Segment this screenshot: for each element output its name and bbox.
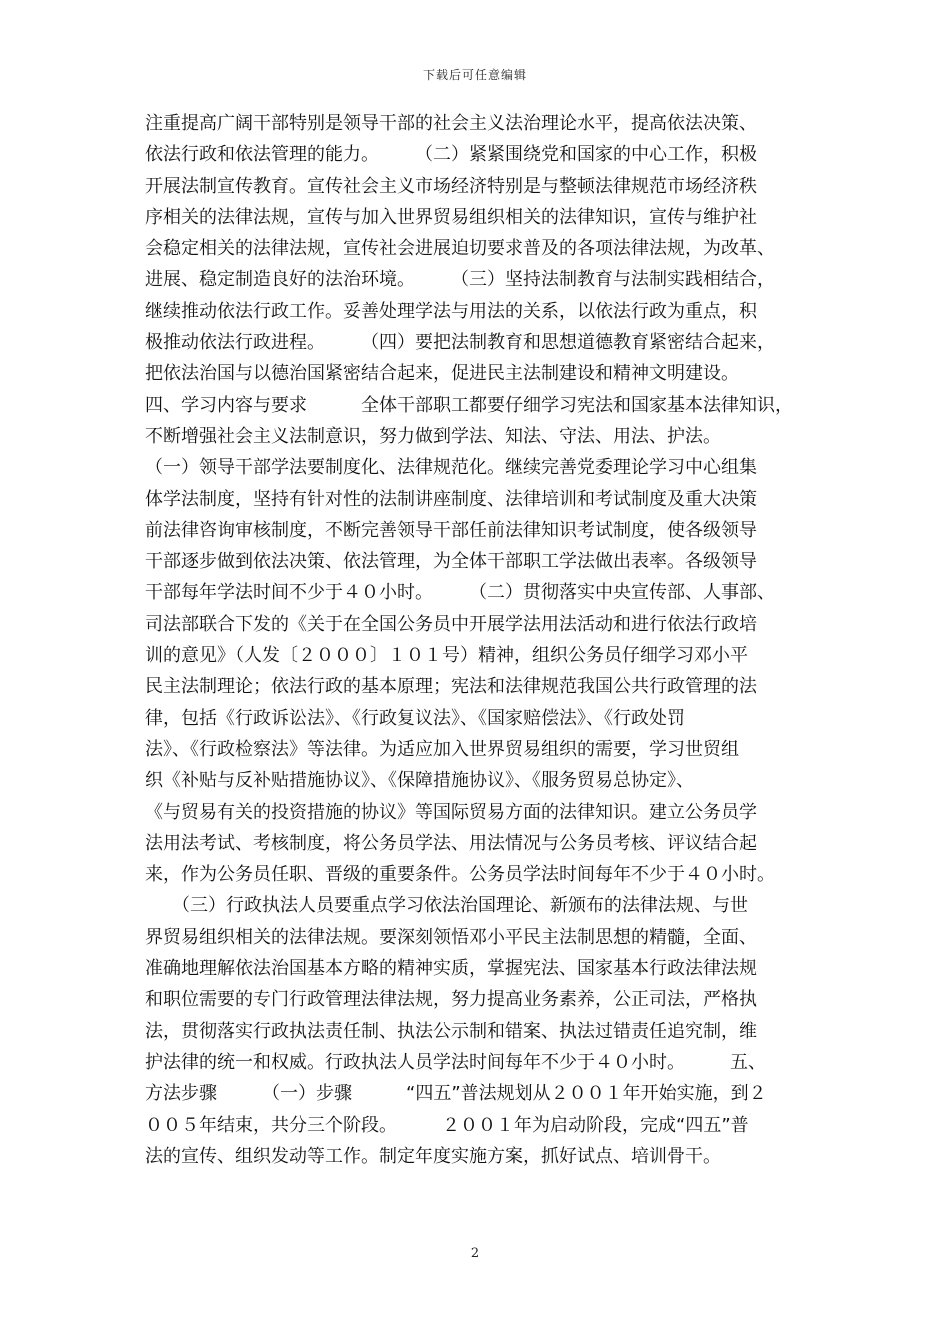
- text-line: 来，作为公务员任职、晋级的重要条件。公务员学法时间每年不少于４０小时。: [145, 864, 775, 886]
- text-line: 界贸易组织相关的法律法规。要深刻领悟邓小平民主法制思想的精髓，全面、: [145, 926, 757, 948]
- text-line: 织《补贴与反补贴措施协议》、《保障措施协议》、《服务贸易总协定》、: [145, 770, 694, 792]
- text-line: 四、学习内容与要求 全体干部职工都要仔细学习宪法和国家基本法律知识，: [145, 394, 793, 416]
- text-line: 极推动依法行政进程。 （四）要把法制教育和思想道德教育紧密结合起来，: [145, 332, 775, 354]
- text-line: 司法部联合下发的《关于在全国公务员中开展学法用法活动和进行依法行政培: [145, 613, 757, 635]
- text-line: 法的宣传、组织发动等工作。制定年度实施方案，抓好试点、培训骨干。: [145, 1145, 721, 1167]
- text-line: 法，贯彻落实行政执法责任制、执法公示制和错案、执法过错责任追究制，维: [145, 1020, 757, 1042]
- text-line: 注重提高广阔干部特别是领导干部的社会主义法治理论水平，提高依法决策、: [145, 113, 757, 134]
- text-line: 开展法制宣传教育。宣传社会主义市场经济特别是与整顿法律规范市场经济秩: [145, 175, 757, 197]
- text-line: 训的意见》（人发〔２０００〕１０１号）精神，组织公务员仔细学习邓小平: [145, 645, 748, 667]
- text-line: 民主法制理论；依法行政的基本原理；宪法和法律规范我国公共行政管理的法: [145, 676, 757, 698]
- text-line: 序相关的法律法规，宣传与加入世界贸易组织相关的法律知识，宣传与维护社: [145, 206, 757, 228]
- text-line: 前法律咨询审核制度，不断完善领导干部任前法律知识考试制度，使各级领导: [145, 519, 757, 541]
- text-line: 进展、稳定制造良好的法治环境。 （三）坚持法制教育与法制实践相结合，: [145, 269, 775, 291]
- page-number: 2: [470, 1246, 480, 1261]
- page-header: 下载后可任意编辑: [422, 68, 527, 82]
- text-line: 干部逐步做到依法决策、依法管理，为全体干部职工学法做出表率。各级领导: [145, 551, 757, 573]
- text-line: 把依法治国与以德治国紧密结合起来，促进民主法制建设和精神文明建设。: [145, 363, 739, 385]
- text-line: （一）领导干部学法要制度化、法律规范化。继续完善党委理论学习中心组集: [145, 457, 757, 479]
- text-line: 不断增强社会主义法制意识，努力做到学法、知法、守法、用法、护法。: [145, 425, 721, 447]
- document-body: [145, 108, 810, 1172]
- text-line: 方法步骤 （一）步骤 “四五”普法规划从２００１年开始实施，到２: [145, 1083, 767, 1105]
- text-line: 依法行政和依法管理的能力。 （二）紧紧围绕党和国家的中心工作，积极: [145, 144, 757, 166]
- text-line: 准确地理解依法治国基本方略的精神实质，掌握宪法、国家基本行政法律法规: [145, 958, 757, 980]
- text-line: 和职位需要的专门行政管理法律法规，努力提高业务素养，公正司法，严格执: [145, 989, 757, 1011]
- text-line: 律，包括《行政诉讼法》、《行政复议法》、《国家赔偿法》、《行政处罚: [145, 707, 685, 729]
- text-line: 会稳定相关的法律法规，宣传社会进展迫切要求普及的各项法律法规，为改革、: [145, 238, 775, 260]
- text-line: 法用法考试、考核制度，将公务员学法、用法情况与公务员考核、评议结合起: [145, 832, 757, 854]
- text-line: 干部每年学法时间不少于４０小时。 （二）贯彻落实中央宣传部、人事部、: [145, 582, 775, 604]
- text-line: 法》、《行政检察法》等法律。为适应加入世界贸易组织的需要，学习世贸组: [145, 738, 739, 760]
- text-line: ００５年结束，共分三个阶段。 ２００１年为启动阶段，完成“四五”普: [145, 1114, 749, 1136]
- text-line: 继续推动依法行政工作。妥善处理学法与用法的关系，以依法行政为重点，积: [145, 300, 757, 322]
- text-line: 《与贸易有关的投资措施的协议》等国际贸易方面的法律知识。建立公务员学: [145, 801, 757, 823]
- text-line: 体学法制度，坚持有针对性的法制讲座制度、法律培训和考试制度及重大决策: [145, 488, 757, 510]
- text-line: 护法律的统一和权威。行政执法人员学法时间每年不少于４０小时。 五、: [145, 1051, 766, 1073]
- text-line: （三）行政执法人员要重点学习依法治国理论、新颁布的法律法规、与世: [145, 895, 748, 917]
